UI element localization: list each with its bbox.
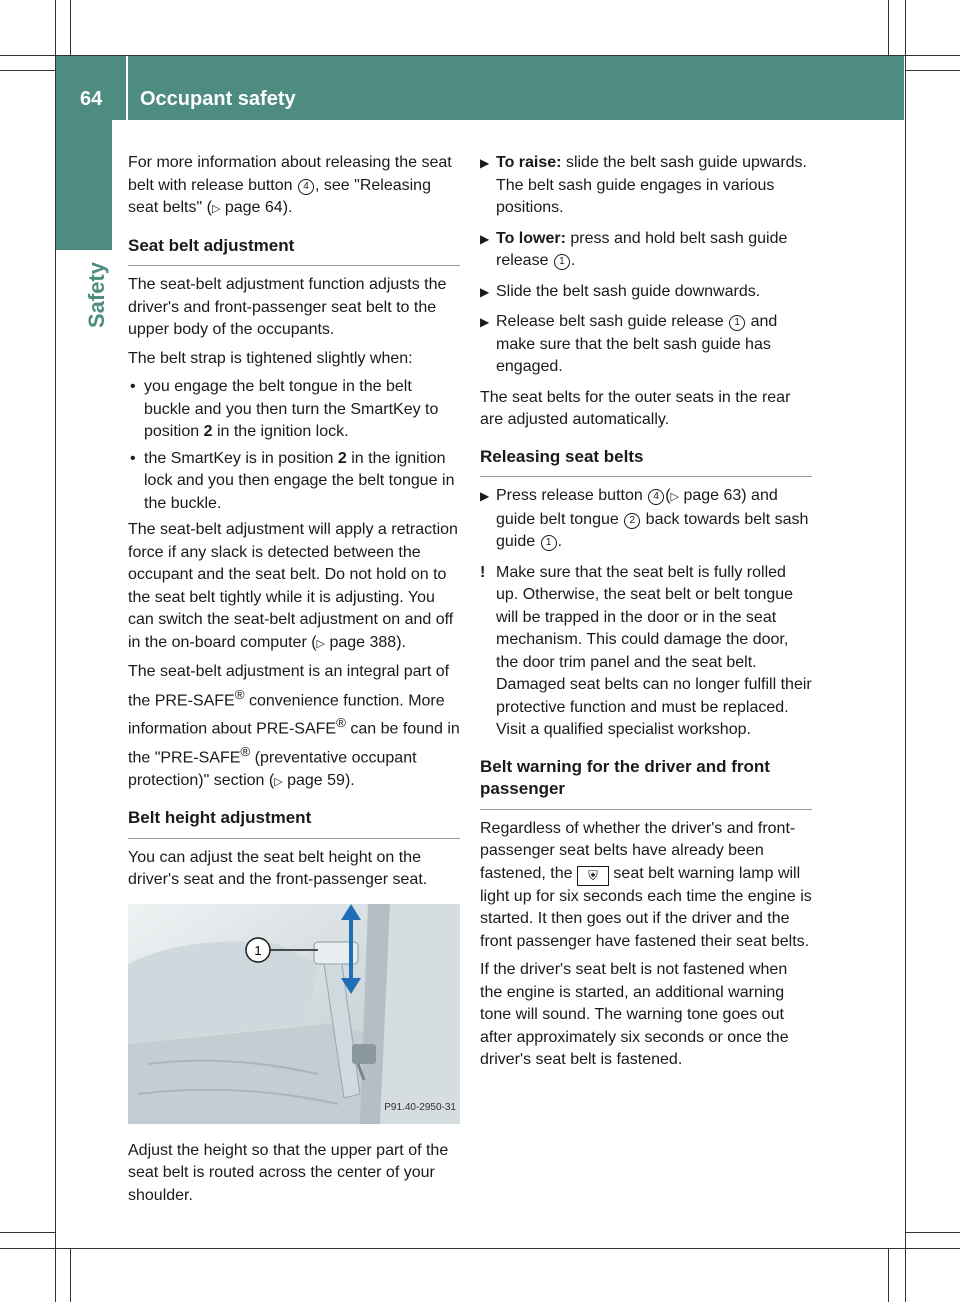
paragraph: The seat belts for the outer seats in the rear are adjusted automatically.	[480, 388, 791, 428]
triangle-ref-icon: ▷	[670, 491, 679, 503]
bullet-icon: •	[130, 449, 136, 467]
callout-1: 1	[729, 315, 745, 331]
triangle-ref-icon: ▷	[316, 637, 326, 650]
paragraph: Adjust the height so that the upper part of the seat belt is routed across the center of your shoulder.	[128, 1141, 449, 1204]
right-column	[480, 152, 812, 1078]
callout-1: 1	[554, 254, 570, 270]
step-item: ▶ To lower: press and hold belt sash guide release 1 .	[480, 229, 788, 269]
paragraph: The seat-belt adjustment will apply a retraction force if any slack is detected between the occupant and the seat belt. Do not hold on to the seat belt tightly while it is adjusting. You can switch the seat-belt adjustment on and off in the on-board computer (▷ page 388).	[128, 521, 458, 651]
arrow-right-icon: ▶	[480, 284, 490, 299]
page-ref-link[interactable]: page 64).	[220, 199, 293, 216]
crop-mark	[888, 1248, 889, 1302]
page-number: 64	[80, 88, 103, 110]
page-ref-link[interactable]: page 59).	[282, 771, 355, 789]
side-tab-label: Safety	[84, 262, 109, 329]
seat-belt-figure	[128, 904, 460, 1124]
crop-mark	[0, 70, 56, 71]
header-divider	[126, 56, 128, 120]
figure-code: P91.40-2950-31	[384, 1102, 456, 1114]
heading-releasing-seat-belts: Releasing seat belts	[480, 446, 812, 478]
heading-belt-warning: Belt warning for the driver and front passenger	[480, 756, 812, 810]
step-item: ▶ Release belt sash guide release 1 and make sure that the belt sash guide has engaged.	[480, 313, 778, 375]
heading-belt-height-adjustment: Belt height adjustment	[128, 807, 460, 839]
warning-icon: !	[480, 563, 486, 581]
arrow-right-icon: ▶	[480, 315, 490, 329]
arrow-right-icon: ▶	[480, 489, 490, 503]
arrow-right-icon: ▶	[480, 156, 490, 170]
side-tab-block	[56, 120, 112, 250]
step-item: ▶ Press release button 4 (▷ page 63) and guide belt tongue 2 back towards belt sash guide 1 .	[480, 487, 809, 550]
crop-mark	[888, 0, 889, 56]
crop-mark	[905, 1232, 960, 1233]
heading-seat-belt-adjustment: Seat belt adjustment	[128, 235, 460, 267]
list-item: • the SmartKey is in position 2 in the ignition lock and you then engage the belt tongue in the buckle.	[130, 449, 455, 512]
paragraph: The seat-belt adjustment is an integral part of the PRE-SAFE® convenience function. More information about PRE-SAFE® can be found in the "PRE-SAFE® (preventative occupant protection)" section (▷ page 59).	[128, 663, 460, 789]
list-item: • you engage the belt tongue in the belt buckle and you then turn the SmartKey to position 2 in the ignition lock.	[130, 378, 439, 440]
paragraph: The seat-belt adjustment function adjusts the driver's and front-passenger seat belt to the upper body of the occupants.	[128, 276, 447, 338]
left-column	[128, 152, 460, 1213]
crop-mark	[0, 1248, 960, 1249]
crop-mark	[905, 70, 960, 71]
crop-mark	[70, 0, 71, 56]
bullet-icon: •	[130, 378, 136, 395]
figure-callout: 1	[254, 942, 262, 958]
paragraph: The belt strap is tightened slightly when:	[128, 349, 413, 367]
callout-2: 2	[624, 513, 640, 529]
triangle-ref-icon: ▷	[274, 775, 283, 788]
callout-4: 4	[648, 489, 664, 505]
crop-mark	[70, 1248, 71, 1302]
seatbelt-lamp-icon: ⛨	[577, 866, 609, 886]
crop-mark	[0, 1232, 56, 1233]
seat-belt-illustration	[128, 904, 460, 1124]
paragraph: If the driver's seat belt is not fastened when the engine is started, an additional warning tone will sound. The warning tone goes out after approximately six seconds or once the driver's seat belt is fastened.	[480, 961, 789, 1068]
page-title: Occupant safety	[140, 88, 296, 110]
crop-mark	[905, 0, 906, 1302]
triangle-ref-icon: ▷	[211, 203, 221, 215]
paragraph: You can adjust the seat belt height on the driver's seat and the front-passenger seat.	[128, 848, 428, 889]
paragraph: Regardless of whether the driver's and front-passenger seat belts have already been fastened, the ⛨ seat belt warning lamp will light up for six seconds each time the engine is started. It then goes out if the driver and the front passenger have fastened their seat belts.	[480, 819, 812, 950]
warning-note: ! Make sure that the seat belt is fully rolled up. Otherwise, the seat belt or belt tongue will be trapped in the door or in the seat mechanism. This could damage the door, the door trim panel and the seat belt. Damaged seat belts can no longer fulfill their protective function and must be replaced. Visit a qualified specialist workshop.	[480, 563, 812, 738]
intro-paragraph: For more information about releasing the seat belt with release button 4 , see "Releasing seat belts" (▷ page 64).	[128, 154, 452, 216]
callout-1: 1	[541, 535, 557, 551]
callout-4: 4	[298, 179, 314, 195]
page-ref-link[interactable]: page 63) and guide belt tongue	[496, 487, 778, 528]
arrow-right-icon: ▶	[480, 231, 490, 246]
page-ref-link[interactable]: page 388).	[325, 633, 406, 651]
step-item: ▶ To raise: slide the belt sash guide upwards. The belt sash guide engages in various positions.	[480, 154, 807, 216]
step-item: ▶ Slide the belt sash guide downwards.	[480, 281, 812, 304]
